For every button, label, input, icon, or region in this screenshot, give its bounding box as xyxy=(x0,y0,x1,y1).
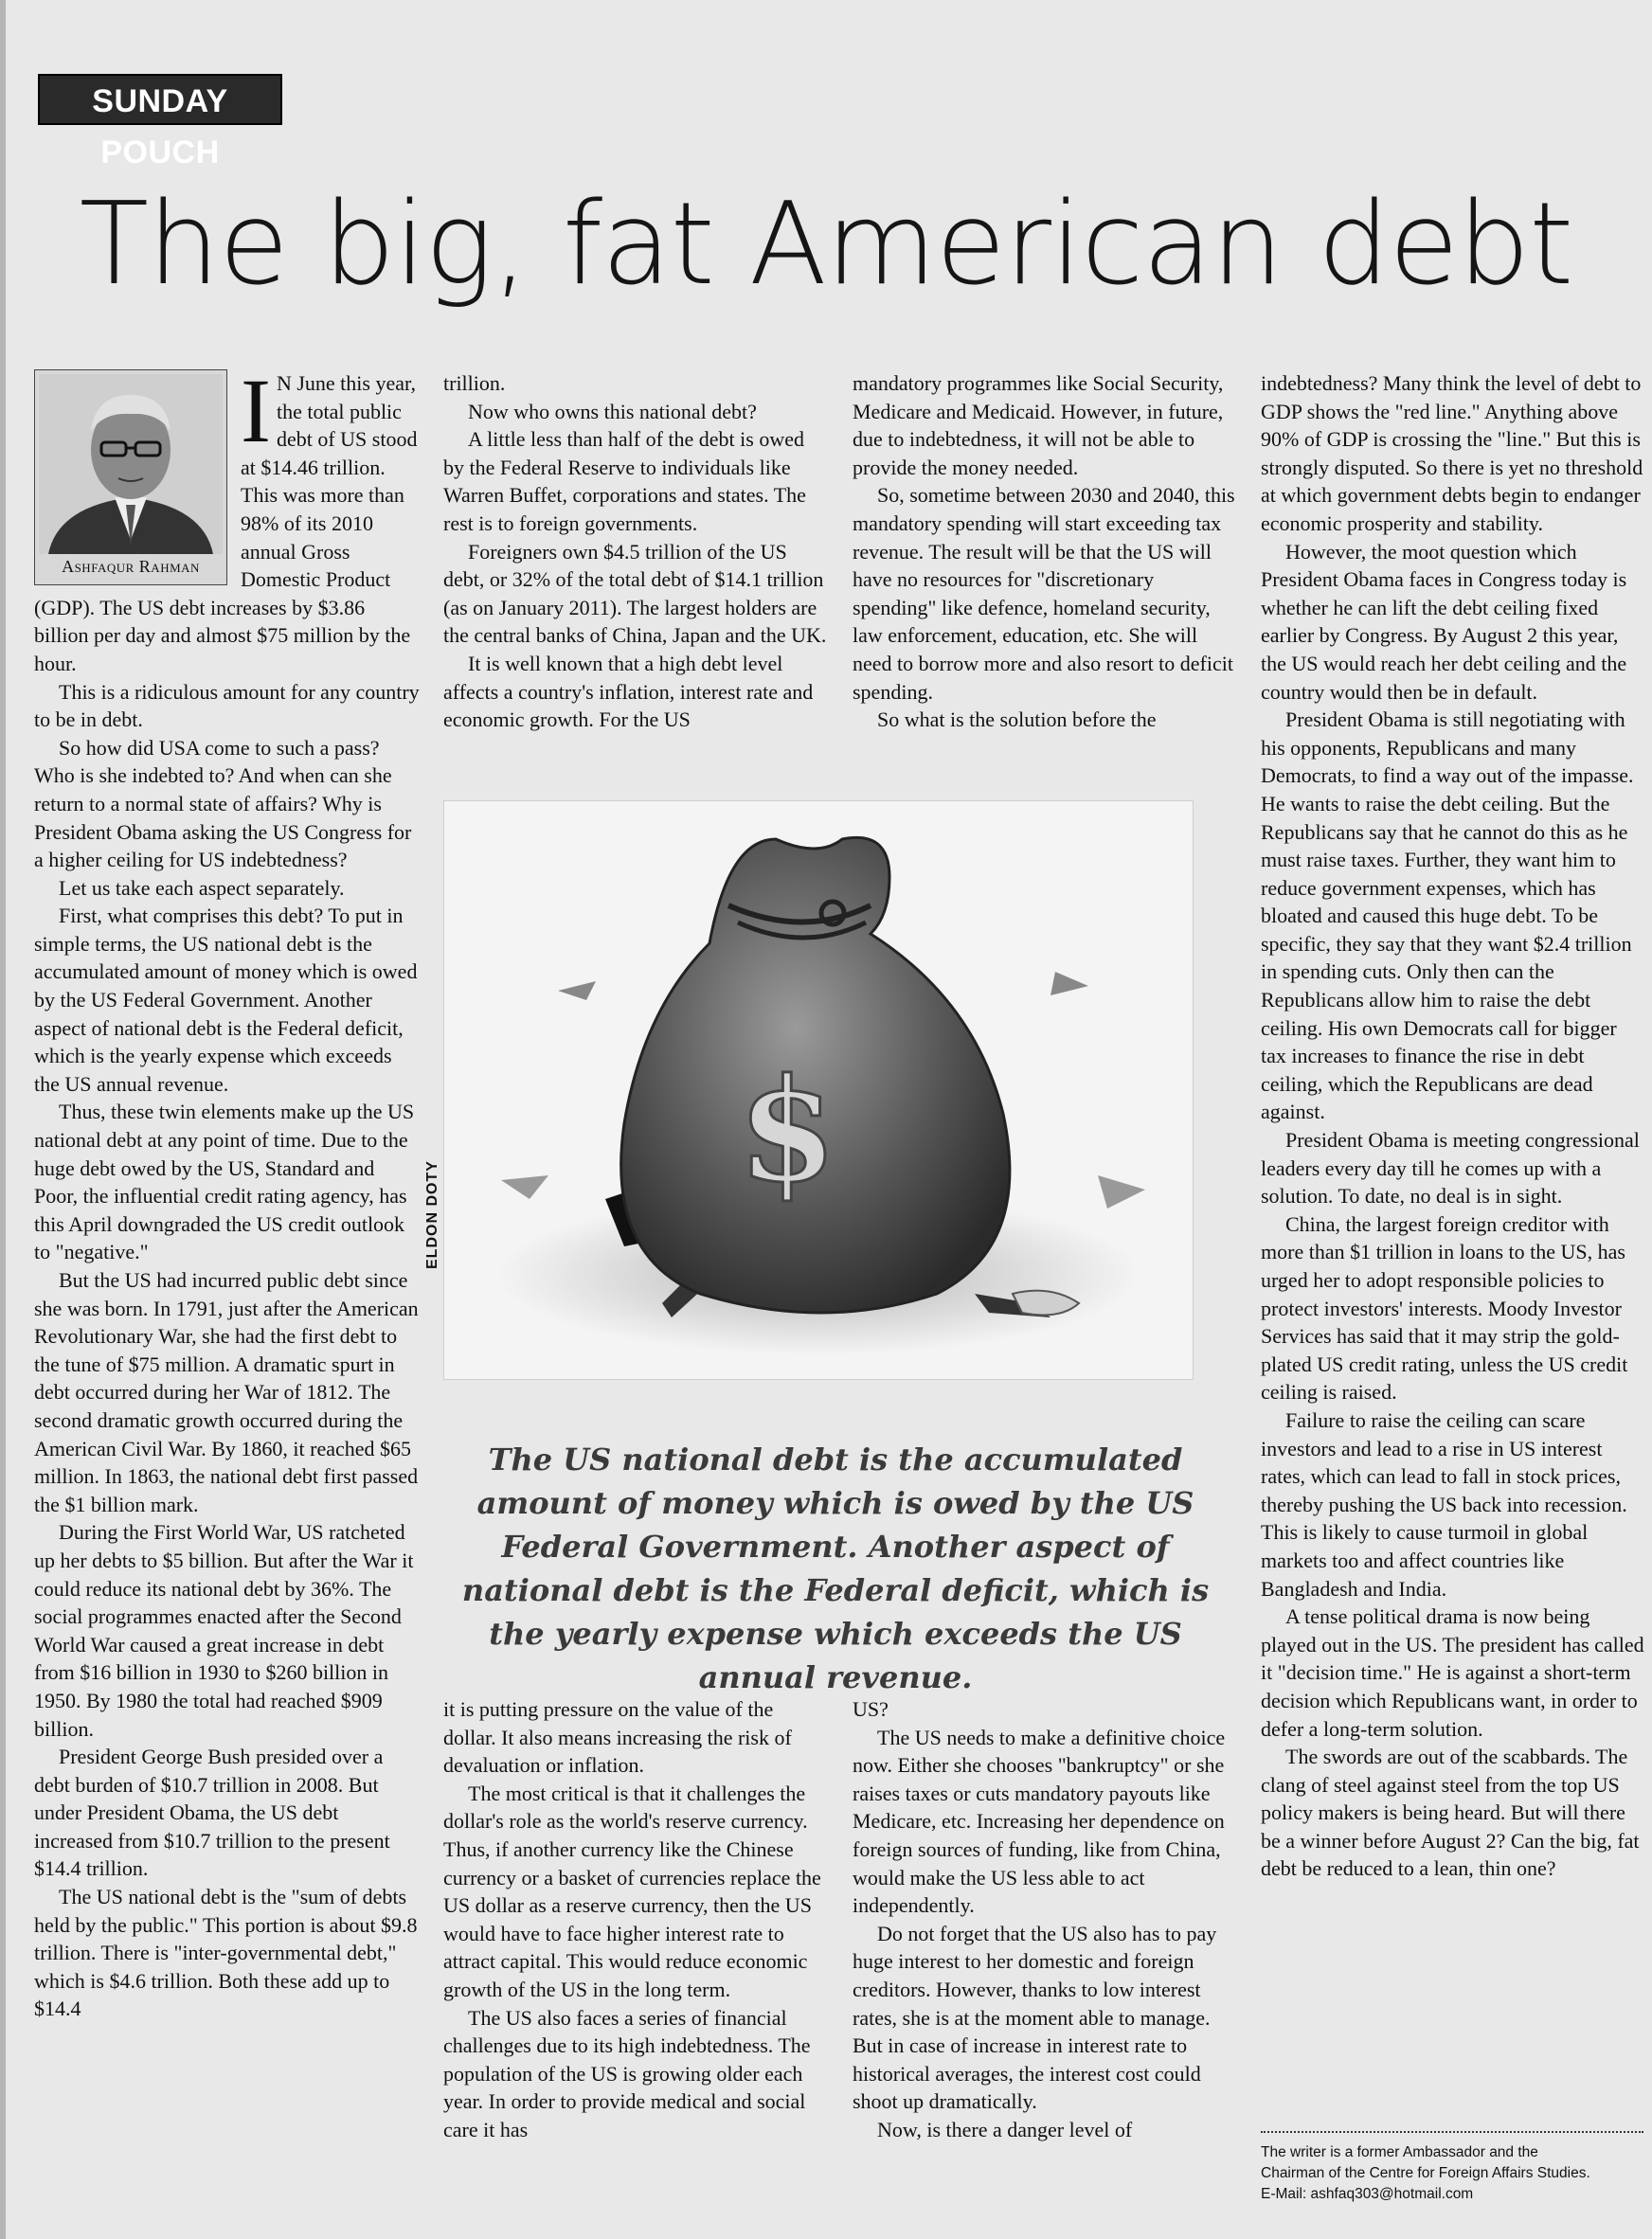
paragraph: This is a ridiculous amount for any country to be in debt. xyxy=(34,679,420,732)
paragraph: it is putting pressure on the value of the dollar. It also means increasing the risk of devaluation or inflation. xyxy=(443,1697,792,1778)
paragraph: The US national debt is the "sum of debts held by the public." This portion is about $9.8 trillion. There is "inter-governmental debt," which is $4.6 trillion. Both these add up to $14.4 xyxy=(34,1885,418,2021)
author-email: E-Mail: ashfaq303@hotmail.com xyxy=(1261,2186,1474,2202)
paragraph: However, the moot question which President Obama faces in Congress today is whether he can lift the debt ceiling fixed earlier by Congress. By August 2 this year, the US would reach her debt ceiling and the country would then be in default. xyxy=(1261,539,1627,704)
author-name: Ashfaqur Rahman xyxy=(62,557,200,577)
paragraph: The US needs to make a definitive choice now. Either she chooses "bankruptcy" or she raises taxes or cuts mandatory payouts like Medicare, etc. Increasing her dependence on foreign sources of funding, like from China, would make the US less able to act independently. xyxy=(853,1725,1226,1918)
paragraph: But the US had incurred public debt since she was born. In 1791, just after the American Revolutionary War, she had the first debt to the tune of $75 million. A dramatic spurt in debt occurred during her War of 1812. The second dramatic growth occurred during the American Civil War. By 1860, it reached $65 million. In 1863, the national debt first passed the $1 billion mark. xyxy=(34,1268,419,1516)
paragraph: Thus, these twin elements make up the US national debt at any point of time. Due to the huge debt owed by the US, Standard and Poor, the influential credit rating agency, has this April downgraded the US credit outlook to "negative." xyxy=(34,1100,415,1264)
paragraph: During the First World War, US ratcheted up her debts to $5 billion. But after the War it could reduce its national debt by 36%. The social programmes enacted after the Second World War caused a great increase in debt from $16 billion in 1930 to $260 billion in 1950. By 1980 the total had reached $909 billion. xyxy=(34,1520,414,1741)
paragraph: The US also faces a series of financial challenges due to its high indebtedness. The population of the US is growing older each year. In order to provide medical and social care it has xyxy=(443,2005,811,2141)
intro-text: N June this year, the total public debt of US stood at $14.46 trillion. This was more than 98% of its 2010 annual Gross Domestic Product (GDP). The US debt increases by $3.86 billion per day and almost $75 million by the hour. xyxy=(34,371,418,675)
paragraph: It is well known that a high debt level affects a country's inflation, interest rate and economic growth. For the US xyxy=(443,651,814,732)
money-bag-icon xyxy=(444,801,1193,1379)
paragraph: So how did USA come to such a pass? Who is she indebted to? And when can she return to a normal state of affairs? Why is President Obama asking the US Congress for a higher ceiling for US indebtedness? xyxy=(34,735,412,872)
drop-cap: I xyxy=(241,360,271,461)
pull-quote: The US national debt is the accumulated amount of money which is owed by the US Federal Government. Another aspect of national debt is the Federal deficit, which is the yearly expense which exceeds the US annual revenue. xyxy=(461,1442,1210,1695)
paragraph: Failure to raise the ceiling can scare investors and lead to a rise in US interest rates, which can lead to fall in stock prices, thereby pushing the US back into recession. This is likely to cause turmoil in global markets too and affect countries like Bangladesh and India. xyxy=(1261,1407,1627,1601)
paragraph: Now who owns this national debt? xyxy=(468,399,757,423)
paragraph: President George Bush presided over a debt burden of $10.7 trillion in 2008. But under President Obama, the US debt increased from $10.7 trillion to the present $14.4 trillion. xyxy=(34,1745,390,1881)
paragraph: Do not forget that the US also has to pay huge interest to her domestic and foreign creditors. However, thanks to low interest rates, she is at the moment able to manage. But in case of increase in interest rate to historical averages, the interest cost could shoot up dramatically. xyxy=(853,1921,1217,2114)
article-column-3 xyxy=(853,369,1239,734)
money-bag-illustration xyxy=(443,800,1194,1380)
author-photo xyxy=(34,369,227,585)
paragraph: Now, is there a danger level of xyxy=(877,2117,1133,2141)
paragraph: mandatory programmes like Social Security, Medicare and Medicaid. However, in future, due to indebtedness, it will not be able to provide the money needed. xyxy=(853,371,1224,479)
author-note-line: The writer is a former Ambassador and the xyxy=(1261,2144,1538,2160)
footer-divider xyxy=(1261,2131,1643,2133)
illustration-credit: ELDON DOTY xyxy=(424,1160,440,1269)
paragraph: President Obama is meeting congressional leaders every day till he comes up with a solution. To date, no deal is in sight. xyxy=(1261,1128,1640,1209)
paragraph: indebtedness? Many think the level of debt to GDP shows the "red line." Anything above 90% of GDP is crossing the "line." But this is strongly disputed. So there is yet no threshold at which government debts begin to endanger economic prosperity and stability. xyxy=(1261,371,1643,535)
dollar-sign: $ xyxy=(738,1048,837,1214)
paragraph: So what is the solution before the xyxy=(877,708,1157,732)
page-edge-rule xyxy=(0,0,6,2239)
paragraph: Foreigners own $4.5 trillion of the US debt, or 32% of the total debt of $14.1 trillion (as on January 2011). The largest holders are the central banks of China, Japan and the UK. xyxy=(443,539,827,648)
paragraph: A little less than half of the debt is owed by the Federal Reserve to individuals like Warren Buffet, corporations and states. The rest is to foreign governments. xyxy=(443,427,806,535)
paragraph: A tense political drama is now being played out in the US. The president has called it "decision time." He is against a short-term decision which Republicans want, in order to defer a long-term solution. xyxy=(1261,1604,1644,1741)
paragraph: The swords are out of the scabbards. The clang of steel against steel from the top US policy makers is being heard. But will there be a winner before August 2? Can the big, fat debt be reduced to a lean, thin one? xyxy=(1261,1745,1640,1881)
article-column-4 xyxy=(1261,369,1645,1883)
paragraph: Let us take each aspect separately. xyxy=(59,875,345,900)
article-column-2 xyxy=(443,369,830,734)
article-column-2-lower xyxy=(443,1695,830,2144)
paragraph: President Obama is still negotiating with his opponents, Republicans and many Democrats, to find a way out of the impasse. He wants to raise the debt ceiling. But the Republicans say that he cannot do this as he must raise taxes. Further, they want him to reduce government expenses, which has bloated and caused this huge debt. To be specific, they say that they want $2.4 trillion in spending cuts. Only then can the Republicans allow him to raise the debt ceiling. His own Democrats call for bigger tax increases to finance the rise in debt ceiling, which the Republicans are dead against. xyxy=(1261,708,1634,1124)
paragraph: US? xyxy=(853,1697,889,1721)
paragraph: trillion. xyxy=(443,371,506,395)
author-portrait-icon xyxy=(39,374,223,554)
article-column-1 xyxy=(34,360,421,2023)
section-label: SUNDAY POUCH xyxy=(38,74,282,125)
article-column-3-lower xyxy=(853,1695,1239,2144)
paragraph: China, the largest foreign creditor with more than $1 trillion in loans to the US, has urged her to adopt responsible policies to protect investors' interests. Moody Investor Services has said that it may strip the gold-plated US credit rating, unless the US credit ceiling is raised. xyxy=(1261,1211,1628,1405)
author-note-line: Chairman of the Centre for Foreign Affairs Studies. xyxy=(1261,2165,1590,2181)
author-note xyxy=(1261,2142,1645,2205)
paragraph: First, what comprises this debt? To put in simple terms, the US national debt is the accumulated amount of money which is owed by the US Federal Government. Another aspect of national debt is the Federal deficit, which is the yearly expense which exceeds the US annual revenue. xyxy=(34,904,418,1096)
paragraph: The most critical is that it challenges the dollar's role as the world's reserve currency. Thus, if another currency like the Chinese currency or a basket of currencies replace the US dollar as a reserve currency, then the US would have to face higher interest rate to attract capital. This would reduce economic growth of the US in the long term. xyxy=(443,1781,821,2001)
headline: The big, fat American debt xyxy=(79,179,1573,311)
paragraph: So, sometime between 2030 and 2040, this mandatory spending will start exceeding tax revenue. The result will be that the US will have no resources for "discretionary spending" like defence, homeland security, law enforcement, education, etc. She will need to borrow more and also resort to deficit spending. xyxy=(853,483,1235,704)
